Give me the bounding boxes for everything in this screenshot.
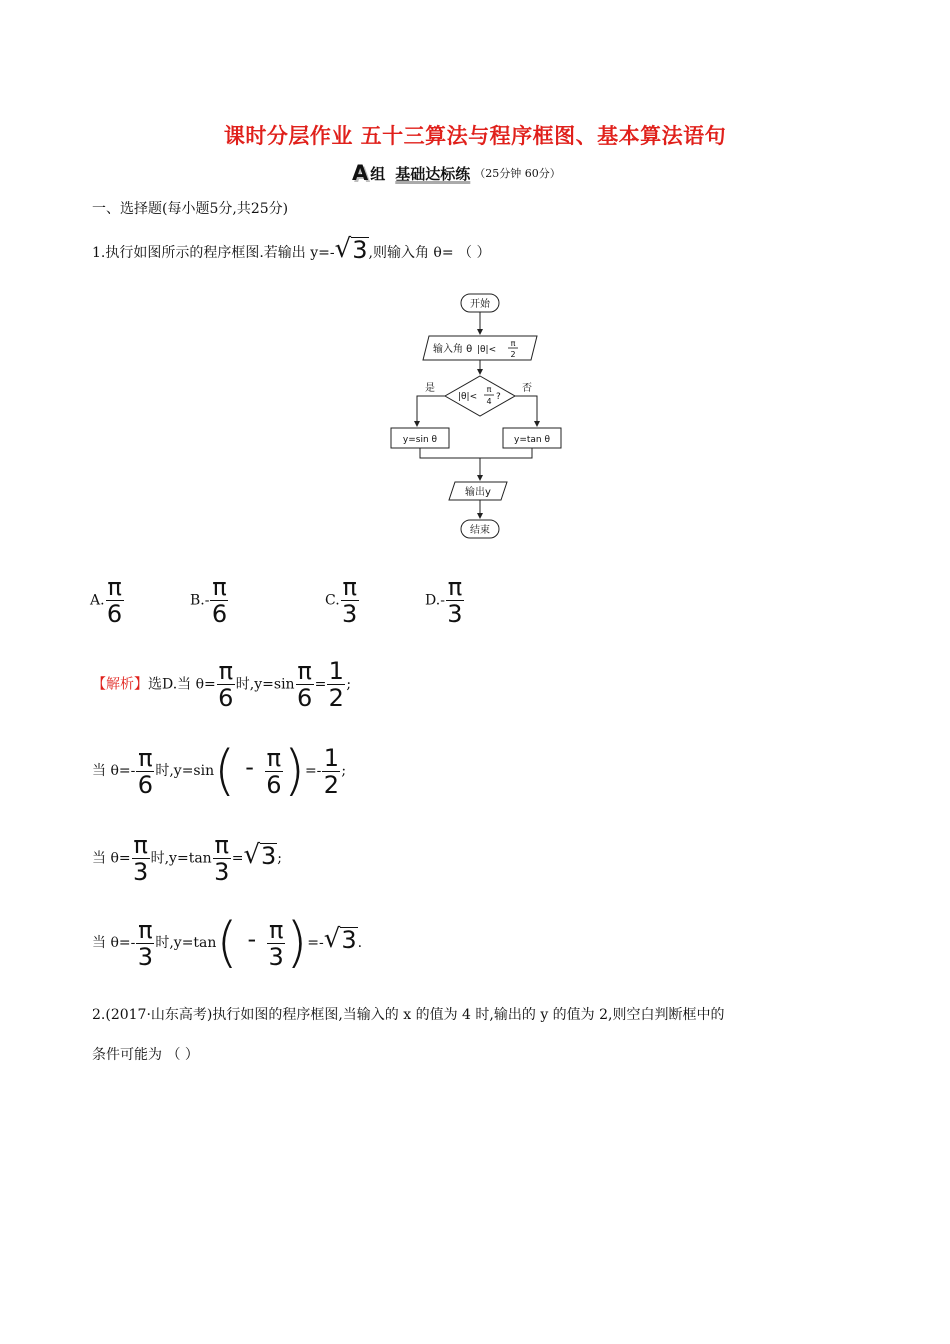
flow-decision-num: π [486, 385, 492, 394]
option-d-den: 3 [447, 600, 463, 628]
flow-input-frac-den: 2 [510, 350, 516, 359]
analysis-2-eq: =- [304, 763, 322, 779]
analysis-1-frac3-num: 1 [328, 657, 344, 685]
section-heading: 一、选择题(每小题5分,共25分) [92, 201, 289, 217]
group-label: 组 [370, 164, 386, 183]
analysis-4-frac-num: π [138, 915, 153, 944]
analysis-1-eq: = [314, 676, 327, 693]
analysis-line-2: 当 θ=- $\frac{\pi}{6}$ 时,y=sin( - $\frac{\pi}{6}$ )=- $\frac{1}{2}$ ; [92, 739, 347, 802]
flowchart [385, 288, 575, 544]
question-1-stem [92, 236, 490, 262]
analysis-3-sqrt: √ 3 [243, 839, 277, 870]
group-name: 基础达标练 [395, 164, 471, 183]
question-2-line-2: 条件可能为 （ ） [92, 1047, 199, 1063]
analysis-4-frac2-den: 3 [268, 942, 284, 971]
flow-tan-label: y=tan θ [514, 435, 550, 445]
analysis-3-frac-den: 3 [132, 858, 149, 886]
analysis-2-text-a: 当 θ=- [92, 763, 136, 779]
analysis-4-text-b: 时,y=tan [155, 935, 217, 951]
analysis-4-frac2-num: π [268, 915, 284, 944]
option-b-den: 6 [211, 600, 228, 628]
option-d-num: π [447, 573, 463, 601]
analysis-3-frac2-den: 3 [214, 858, 230, 886]
analysis-3-end: ; [277, 850, 283, 867]
analysis-1-end: ; [346, 676, 352, 693]
analysis-line-4: 当 θ=- $\frac{\pi}{3}$ 时,y=tan( - $\frac{\pi}{3}$ )=- √ 3 . [92, 911, 363, 974]
question-2-line-1: 2.(2017·山东高考)执行如图的程序框图,当输入的 x 的值为 4 时,输出的 y 的值为 2,则空白判断框中的 [92, 1007, 725, 1023]
q1-stem-after: ,则输入角 θ= （ ） [368, 245, 491, 261]
analysis-3-text-a: 当 θ= [92, 850, 131, 867]
flow-output-label: 输出y [465, 487, 491, 498]
option-d-frac [446, 574, 464, 627]
option-c-label: C. [325, 592, 340, 609]
flow-input-frac-num: π [510, 339, 516, 348]
analysis-1-frac3-den: 2 [328, 684, 344, 712]
analysis-4-end: . [357, 935, 363, 951]
analysis-4-sqrt: √ 3 [323, 924, 357, 954]
flow-decision-abs: |θ|< [458, 392, 478, 402]
flow-decision-den: 4 [486, 397, 492, 406]
option-a[interactable] [90, 574, 125, 627]
option-b-num: π [212, 573, 227, 601]
flow-decision-q: ? [496, 392, 501, 402]
analysis-1-frac-num: π [218, 657, 234, 685]
analysis-1-frac2-num: π [297, 657, 312, 685]
analysis-4-radicand: 3 [341, 926, 357, 954]
flow-input-abs: |θ|< [477, 345, 497, 355]
group-time: （25分钟 60分） [474, 167, 561, 180]
flow-no-label: 否 [522, 383, 532, 394]
option-a-den: 6 [106, 600, 123, 628]
option-a-frac [106, 574, 124, 627]
option-d-label: D. [425, 592, 441, 609]
q1-stem-before: 1.执行如图所示的程序框图.若输出 y=- [92, 245, 335, 261]
page-title: 课时分层作业 五十三算法与程序框图、基本算法语句 [223, 124, 727, 148]
option-a-label: A. [90, 592, 105, 609]
flow-end-label: 结束 [470, 525, 490, 536]
analysis-2-frac-den: 6 [137, 770, 153, 799]
analysis-4-text-a: 当 θ=- [92, 935, 136, 951]
analysis-2-frac2-den: 6 [266, 770, 282, 799]
flow-start-label: 开始 [470, 299, 490, 310]
group-letter: A [352, 161, 369, 185]
analysis-line-1 [92, 658, 351, 711]
option-b[interactable] [190, 574, 229, 627]
decision-diamond [445, 376, 515, 416]
flow-input-label: 输入角 θ [433, 344, 473, 355]
analysis-2-frac-num: π [138, 743, 153, 772]
group-banner [352, 160, 561, 186]
analysis-4-minus: - [247, 925, 257, 953]
analysis-2-frac3-den: 2 [323, 770, 340, 799]
option-c-den: 3 [342, 600, 358, 628]
analysis-2-text-b: 时,y=sin [155, 763, 215, 779]
analysis-2-end: ; [341, 763, 347, 779]
analysis-line-3 [92, 832, 282, 885]
analysis-3-radicand: 3 [261, 841, 277, 870]
analysis-2-frac2-num: π [266, 743, 282, 772]
analysis-3-eq: = [231, 850, 244, 867]
option-b-sign: - [204, 592, 210, 609]
option-a-num: π [107, 573, 122, 601]
analysis-3-text-b: 时,y=tan [150, 850, 212, 867]
analysis-3-frac2-num: π [214, 831, 229, 859]
option-b-label: B. [190, 592, 205, 609]
option-c-num: π [342, 573, 357, 601]
analysis-tag: 【解析】 [92, 676, 148, 693]
flow-yes-label: 是 [425, 383, 435, 394]
option-c[interactable] [325, 574, 360, 627]
option-d-sign: - [440, 592, 445, 609]
option-c-frac [341, 574, 359, 627]
analysis-4-frac-den: 3 [137, 942, 153, 971]
option-d[interactable] [425, 574, 465, 627]
flow-sin-label: y=sin θ [402, 435, 438, 445]
analysis-2-minus: - [245, 753, 254, 781]
option-b-frac [210, 574, 228, 627]
analysis-1-text-a: 选D.当 θ= [148, 676, 216, 693]
q1-sqrt: √ 3 [334, 234, 368, 264]
analysis-1-frac2-den: 6 [296, 684, 313, 712]
analysis-1-text-b: 时,y=sin [235, 676, 295, 693]
analysis-1-frac-den: 6 [218, 684, 234, 712]
analysis-4-eq: =- [307, 935, 324, 951]
analysis-2-frac3-num: 1 [323, 743, 340, 772]
analysis-3-frac-num: π [133, 831, 148, 859]
q1-radicand: 3 [352, 236, 368, 264]
